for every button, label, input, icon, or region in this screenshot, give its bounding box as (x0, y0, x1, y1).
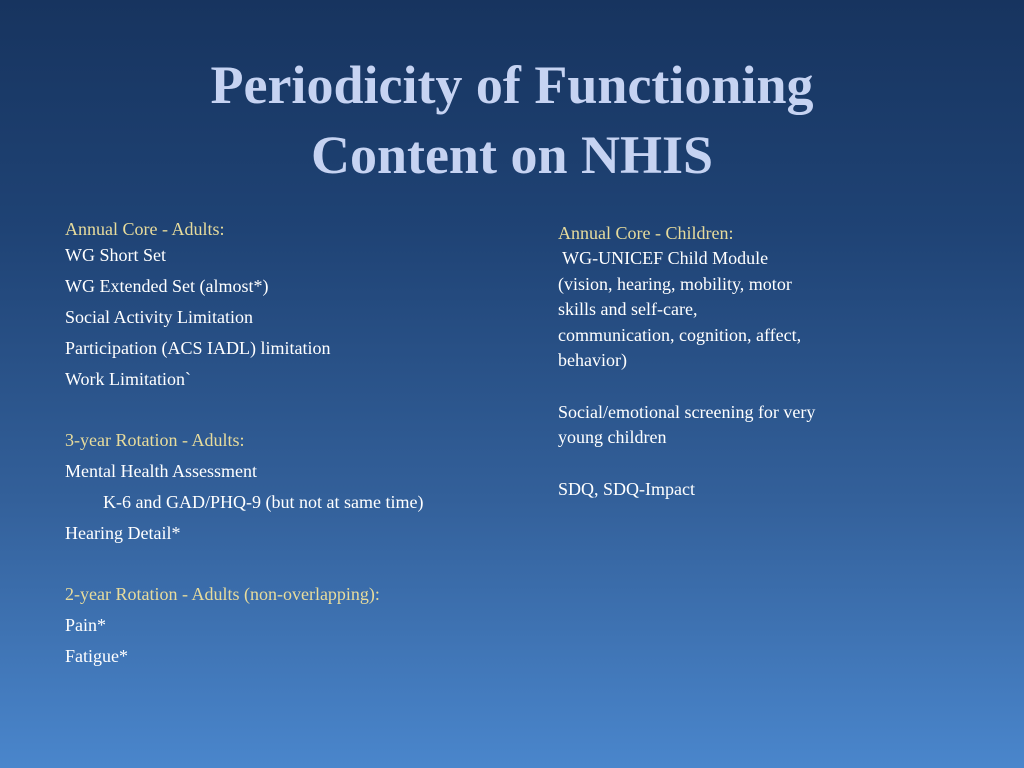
title-line-1: Periodicity of Functioning (210, 55, 814, 115)
spacer (65, 398, 505, 428)
list-item: Mental Health Assessment (65, 461, 257, 481)
slide-title (0, 50, 1024, 190)
list-item: Work Limitation` (65, 369, 192, 389)
spacer (558, 374, 878, 400)
text-line: communication, cognition, affect, (558, 324, 802, 345)
right-column (558, 221, 878, 502)
sdq-line: SDQ, SDQ-Impact (558, 478, 695, 499)
list-item: Hearing Detail* (65, 523, 181, 543)
text-line: (vision, hearing, mobility, motor (558, 273, 792, 294)
list-item: Social Activity Limitation (65, 307, 253, 327)
annual-core-children-heading: Annual Core - Children: (558, 223, 734, 243)
three-year-rotation-heading: 3-year Rotation - Adults: (65, 430, 245, 450)
list-item: Fatigue* (65, 646, 128, 666)
spacer (558, 451, 878, 477)
text-line: young children (558, 427, 667, 447)
left-column (65, 218, 505, 675)
list-item: WG Short Set (65, 245, 166, 265)
list-item: Pain* (65, 615, 107, 635)
title-line-2: Content on NHIS (310, 125, 714, 185)
text-line: behavior) (558, 350, 627, 370)
text-line: Social/emotional screening for very (558, 401, 816, 422)
text-line: skills and self-care, (558, 299, 698, 319)
two-year-rotation-heading: 2-year Rotation - Adults (non-overlapping): (65, 584, 380, 604)
text-line: WG-UNICEF Child Module (558, 248, 769, 268)
list-item: Participation (ACS IADL) limitation (65, 338, 331, 358)
annual-core-adults-heading: Annual Core - Adults: (65, 219, 225, 239)
list-item: WG Extended Set (almost*) (65, 276, 269, 296)
list-item-indented: K-6 and GAD/PHQ-9 (but not at same time) (103, 492, 424, 512)
spacer (65, 552, 505, 582)
